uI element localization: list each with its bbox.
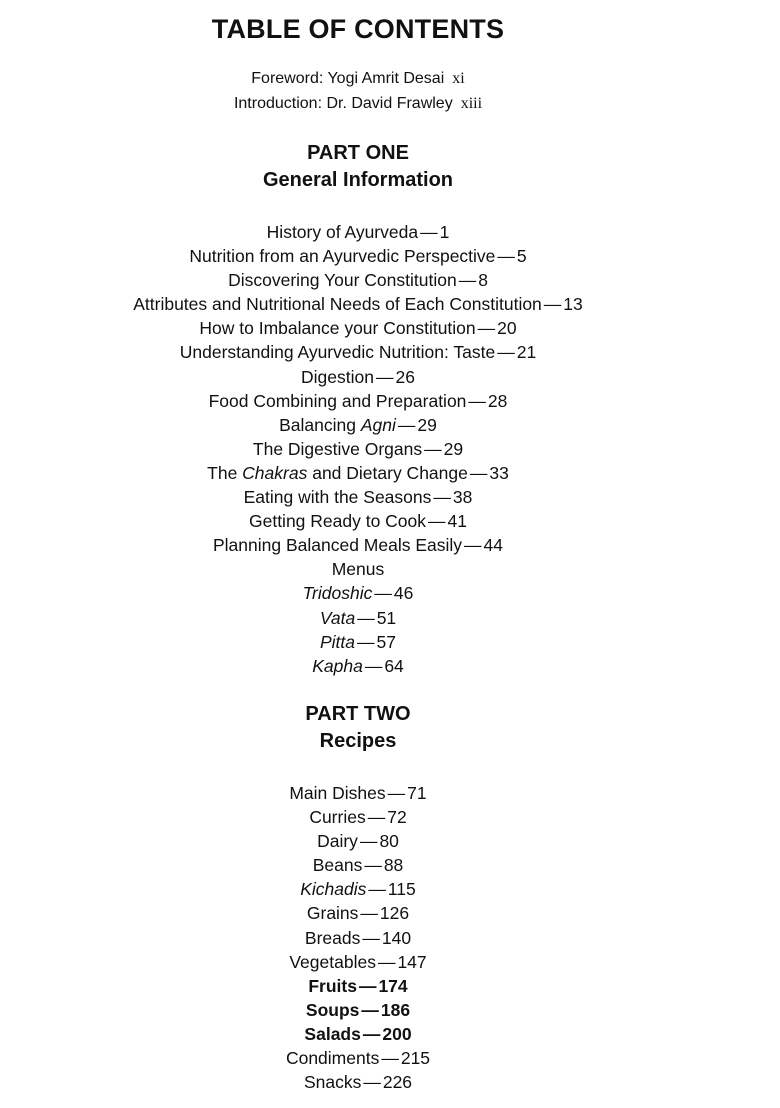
toc-entry <box>0 781 716 805</box>
toc-entry <box>0 950 716 974</box>
toc-entry <box>0 974 716 998</box>
entry-title: Balancing <box>279 414 361 435</box>
part-one-heading <box>0 140 716 194</box>
entry-title-italic: Vata <box>319 607 356 628</box>
toc-entry <box>0 509 716 533</box>
part-subheading: Recipes <box>319 730 397 752</box>
entry-title: Understanding Ayurvedic Nutrition: Taste <box>179 342 496 363</box>
toc-entry <box>0 1022 716 1046</box>
toc-entry <box>0 1070 716 1094</box>
entry-page-number: 200 <box>382 1023 412 1044</box>
entry-page-number: 80 <box>379 831 399 852</box>
entry-title-italic: Kichadis <box>300 879 367 900</box>
toc-entry <box>0 437 716 461</box>
entry-dash: — <box>424 438 442 459</box>
entry-dash: — <box>433 487 451 508</box>
entry-dash: — <box>381 1048 399 1069</box>
entry-dash: — <box>357 607 375 628</box>
entry-dash: — <box>420 222 438 242</box>
entry-title: Grains <box>306 903 359 924</box>
entry-page-number: 46 <box>393 583 414 604</box>
toc-entry <box>0 853 716 877</box>
page-title: TABLE OF CONTENTS <box>211 14 505 44</box>
entry-page-number: 29 <box>417 414 437 435</box>
entry-title: Salads <box>304 1023 361 1044</box>
entry-dash: — <box>543 294 562 315</box>
entry-dash: — <box>397 414 416 435</box>
entry-dash: — <box>357 631 375 652</box>
entry-title: Beans <box>312 855 363 876</box>
entry-dash: — <box>374 583 392 604</box>
entry-page-number: 71 <box>407 783 427 803</box>
entry-page-number: 41 <box>447 511 467 532</box>
entry-title-italic: Tridoshic <box>302 583 373 604</box>
entry-dash: — <box>358 975 377 996</box>
entry-title: Digestion <box>301 366 374 387</box>
entry-dash: — <box>363 1072 381 1093</box>
entry-page-number: 13 <box>563 294 583 315</box>
entry-title-italic: Kapha <box>312 655 363 676</box>
entry-dash: — <box>364 855 382 876</box>
entry-dash: — <box>458 270 477 291</box>
front-matter-introduction <box>0 95 716 113</box>
toc-entry <box>0 316 716 340</box>
entry-dash: — <box>497 246 515 267</box>
entry-title: Food Combining and Preparation <box>208 390 467 411</box>
front-matter-label: Introduction: Dr. David Frawley <box>233 95 453 112</box>
entry-title: Discovering Your Constitution <box>228 270 457 291</box>
entry-dash: — <box>468 390 486 411</box>
entry-page-number: 64 <box>384 655 404 676</box>
entry-title: Planning Balanced Meals Easily <box>212 535 463 556</box>
entry-dash: — <box>497 342 515 363</box>
entry-page-number: 174 <box>378 975 408 996</box>
toc-entry <box>0 340 716 364</box>
front-matter-page: xiii <box>460 95 483 112</box>
toc-entry <box>0 220 716 244</box>
toc-entry <box>0 365 716 389</box>
front-matter-label: Foreword: Yogi Amrit Desai <box>251 70 445 87</box>
toc-entry <box>0 998 716 1022</box>
entry-title: Getting Ready to Cook <box>248 511 427 532</box>
entry-title: The <box>207 462 243 483</box>
toc-entry <box>0 268 716 292</box>
entry-dash: — <box>469 462 488 483</box>
entry-title: How to Imbalance your Constitution <box>199 318 476 339</box>
entry-page-number: 72 <box>387 807 407 828</box>
toc-entry <box>0 485 716 509</box>
entry-page-number: 147 <box>397 951 427 972</box>
toc-entry <box>0 461 716 485</box>
entry-dash: — <box>477 318 496 339</box>
entry-dash: — <box>387 783 406 803</box>
entry-title: History of Ayurveda <box>266 222 419 242</box>
toc-entry <box>0 581 716 605</box>
toc-entry <box>0 413 716 437</box>
entry-dash: — <box>376 366 394 387</box>
entry-page-number: 38 <box>452 487 473 508</box>
toc-entry <box>0 877 716 901</box>
entry-dash: — <box>362 1023 381 1044</box>
part-heading: PART ONE <box>307 142 409 164</box>
entry-dash: — <box>428 511 446 532</box>
entry-title-italic: Pitta <box>320 631 356 652</box>
entry-title: Soups <box>305 999 360 1020</box>
entry-page-number: 28 <box>487 390 508 411</box>
entry-title: Menus <box>331 559 385 580</box>
entry-page-number: 1 <box>439 222 450 242</box>
entry-title: Vegetables <box>289 951 376 972</box>
toc-entry <box>0 901 716 925</box>
entry-title: Snacks <box>303 1072 362 1093</box>
toc-entry <box>0 926 716 950</box>
entry-page-number: 126 <box>379 903 410 924</box>
entry-title: and Dietary Change <box>307 462 468 483</box>
entry-title: Nutrition from an Ayurvedic Perspective <box>189 246 496 267</box>
entry-page-number: 140 <box>381 927 412 948</box>
entry-dash: — <box>377 951 396 972</box>
toc-entry <box>0 557 716 581</box>
entry-dash: — <box>361 999 379 1020</box>
entry-page-number: 44 <box>483 535 503 556</box>
front-matter-foreword <box>0 70 716 88</box>
entry-title: Dairy <box>317 831 358 852</box>
entry-dash: — <box>360 903 378 924</box>
toc-entry <box>0 654 716 678</box>
entry-title: Eating with the Seasons <box>243 487 432 508</box>
entry-page-number: 88 <box>383 855 404 876</box>
entry-title: Breads <box>304 927 361 948</box>
entry-page-number: 186 <box>380 999 411 1020</box>
toc-entry <box>0 829 716 853</box>
entry-title: Main Dishes <box>289 783 386 803</box>
toc-entry <box>0 389 716 413</box>
entry-dash: — <box>359 831 378 852</box>
entry-title: The Digestive Organs <box>252 438 423 459</box>
entry-dash: — <box>362 927 380 948</box>
entry-page-number: 8 <box>478 270 488 291</box>
entry-title-italic: Agni <box>360 414 396 435</box>
entry-page-number: 20 <box>497 318 517 339</box>
toc-entry <box>0 630 716 654</box>
part-two-heading <box>0 701 716 755</box>
entry-page-number: 21 <box>516 342 537 363</box>
entry-dash: — <box>368 879 386 900</box>
part-heading: PART TWO <box>305 703 411 725</box>
entry-title: Condiments <box>285 1048 380 1069</box>
entry-page-number: 33 <box>489 462 509 483</box>
entry-page-number: 215 <box>400 1048 431 1069</box>
entry-page-number: 51 <box>376 607 397 628</box>
entry-page-number: 57 <box>376 631 396 652</box>
entry-title: Attributes and Nutritional Needs of Each Constitution <box>133 294 542 315</box>
entry-dash: — <box>464 535 482 556</box>
toc-entry <box>0 805 716 829</box>
part-one-entries <box>0 220 716 678</box>
entry-page-number: 26 <box>395 366 415 387</box>
toc-entry <box>0 606 716 630</box>
entry-title: Fruits <box>308 975 357 996</box>
front-matter-page: xi <box>452 70 465 87</box>
entry-title: Curries <box>309 807 366 828</box>
toc-entry <box>0 244 716 268</box>
toc-entry <box>0 292 716 316</box>
entry-page-number: 5 <box>516 246 527 267</box>
entry-page-number: 29 <box>443 438 464 459</box>
part-two-entries <box>0 781 716 1094</box>
entry-title-italic: Chakras <box>242 462 308 483</box>
entry-dash: — <box>364 655 383 676</box>
entry-dash: — <box>367 807 386 828</box>
part-subheading: General Information <box>262 169 454 191</box>
toc-entry <box>0 1046 716 1070</box>
toc-entry <box>0 533 716 557</box>
entry-page-number: 226 <box>382 1072 413 1093</box>
entry-page-number: 115 <box>387 879 416 900</box>
